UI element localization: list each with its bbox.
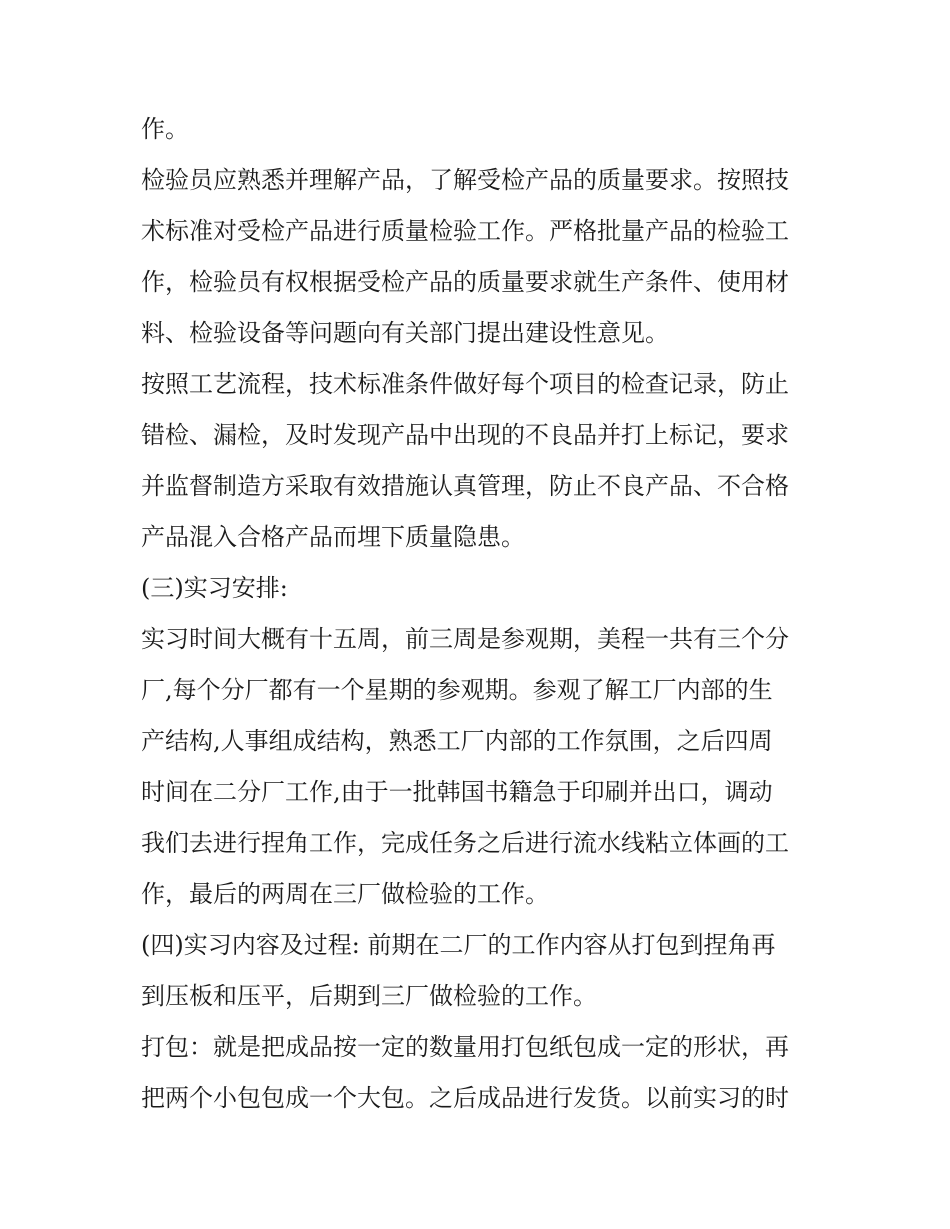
section-heading: (三)实习安排: [141,574,288,602]
text-line: 术标准对受检产品进行质量检验工作。严格批量产品的检验工 [141,217,789,245]
text-line: 到压板和压平，后期到三厂做检验的工作。 [141,982,597,1010]
text-line: 时间在二分厂工作,由于一批韩国书籍急于印刷并出口，调动 [141,778,773,806]
text-line: 作，检验员有权根据受检产品的质量要求就生产条件、使用材 [141,268,789,296]
text-line: 料、检验设备等问题向有关部门提出建设性意见。 [141,319,669,347]
text-line: 把两个小包包成一个大包。之后成品进行发货。以前实习的时 [141,1084,789,1112]
text-line: 产品混入合格产品而埋下质量隐患。 [141,523,525,551]
text-line: 产结构,人事组成结构，熟悉工厂内部的工作氛围，之后四周 [141,727,773,755]
text-line: 我们去进行捏角工作，完成任务之后进行流水线粘立体画的工 [141,829,789,857]
text-line: 打包：就是把成品按一定的数量用打包纸包成一定的形状，再 [141,1033,789,1061]
text-line: 并监督制造方采取有效措施认真管理，防止不良产品、不合格 [141,472,789,500]
text-line: 检验员应熟悉并理解产品，了解受检产品的质量要求。按照技 [141,166,789,194]
text-line: 错检、漏检，及时发现产品中出现的不良品并打上标记，要求 [141,421,789,449]
text-line: 实习时间大概有十五周，前三周是参观期，美程一共有三个分 [141,625,789,653]
text-line: 按照工艺流程，技术标准条件做好每个项目的检查记录，防止 [141,370,789,398]
text-line: 作。 [141,115,189,143]
section-heading: (四)实习内容及过程: 前期在二厂的工作内容从打包到捏角再 [141,931,776,959]
text-line: 厂,每个分厂都有一个星期的参观期。参观了解工厂内部的生 [141,676,773,704]
text-line: 作，最后的两周在三厂做检验的工作。 [141,880,549,908]
